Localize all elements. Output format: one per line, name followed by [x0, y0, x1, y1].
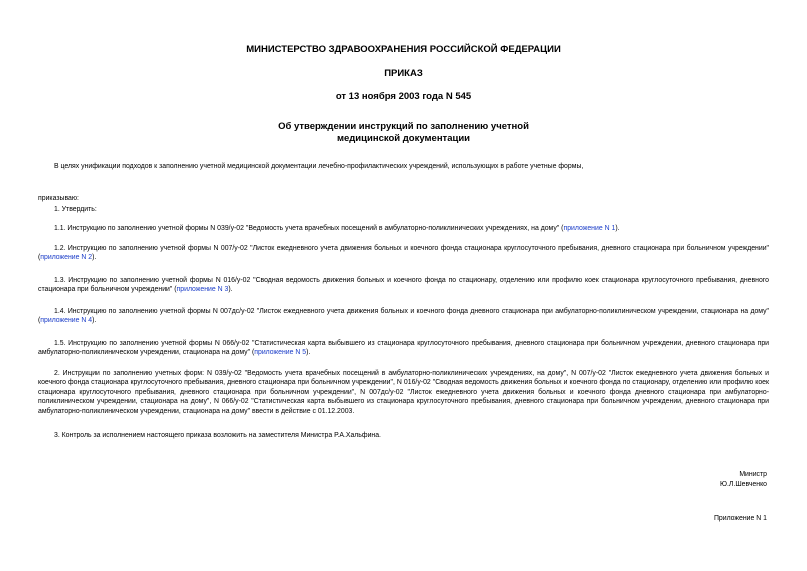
- item-1-3-tail: ).: [228, 286, 233, 294]
- item-2: 2. Инструкции по заполнению учетных форм: N 039/у-02 "Ведомость учета врачебных посещений в амбулаторно-поликлинических учреждениях, на дому", N 007/у-02 "Листок ежедневного учета движения больных и коечного фонда стационара круглосуточного пребывания, дневного стационара при больничном учреждении", N 016/у-02 "Сводная ведомость движения больных и коечного фонда по стационару, отделению или профилю коек стационара круглосуточного пребывания, дневного стационара при больничном учреждении", N 007дс/у-02 "Листок ежедневного учета движения больных и коечного фонда дневного стационара при амбулаторно-поликлиническом учреждении, стационара на дому", N 066/у-02 "Статистическая карта выбывшего из стационара круглосуточного пребывания, дневного стационара при больничном учреждении, дневного стационара при амбулаторно-поликлиническом учреждении, стационара на дому" ввести в действие с 01.12.2003.: [38, 370, 769, 415]
- item-1-5-tail: ).: [306, 349, 311, 357]
- item-1-4: [38, 307, 769, 326]
- title-line-2: медицинской документации: [336, 133, 471, 144]
- item-1-1-tail: ).: [615, 225, 620, 232]
- page-title: [0, 121, 807, 145]
- item-1: 1. Утвердить:: [54, 206, 97, 213]
- appendix-3-link[interactable]: приложение N 3: [176, 286, 229, 294]
- item-1-5-text: 1.5. Инструкцию по заполнению учетной формы N 066/у-02 "Статистическая карта выбывшего из стационара круглосуточного пребывания, дневного стационара при больничном учреждении, дневного стационара при амбулаторно-поликлиническом учреждении, стационара на дому" (: [38, 340, 769, 357]
- item-1-2-text: 1.2. Инструкцию по заполнению учетной формы N 007/у-02 "Листок ежедневного учета движения больных и коечного фонда стационара круглосуточного пребывания, дневного стационара при больничном учреждении" (: [38, 245, 769, 262]
- item-1-2-tail: ).: [92, 254, 97, 262]
- ministry-heading: МИНИСТЕРСТВО ЗДРАВООХРАНЕНИЯ РОССИЙСКОЙ ФЕДЕРАЦИИ: [246, 44, 561, 55]
- item-1-5: [38, 339, 769, 358]
- item-1-1-text: 1.1. Инструкцию по заполнению учетной формы N 039/у-02 "Ведомость учета врачебных посещений в амбулаторно-поликлинических учреждениях, на дому" (: [54, 225, 564, 232]
- appendix-5-link[interactable]: приложение N 5: [254, 349, 307, 357]
- appendix-1-link[interactable]: приложение N 1: [563, 225, 616, 232]
- signature-position: Министр: [739, 471, 767, 478]
- appendix-label: Приложение N 1: [713, 515, 767, 522]
- preamble-paragraph: В целях унификации подходов к заполнению учетной медицинской документации лечебно-профилактических учреждений, использующих в работе учетные формы,: [54, 163, 584, 170]
- item-3: 3. Контроль за исполнением настоящего приказа возложить на заместителя Министра Р.А.Хальфина.: [54, 432, 381, 439]
- item-1-3: [38, 276, 769, 295]
- appendix-2-link[interactable]: приложение N 2: [40, 254, 93, 262]
- item-1-4-tail: ).: [92, 317, 97, 325]
- title-line-1: Об утверждении инструкций по заполнению учетной: [278, 121, 529, 132]
- item-1-1: [38, 224, 769, 233]
- item-1-4-text: 1.4. Инструкцию по заполнению учетной формы N 007дс/у-02 "Листок ежедневного учета движения больных и коечного фонда дневного стационара при амбулаторно-поликлиническом учреждении, стационара на дому" (: [38, 308, 769, 325]
- signature-block: [720, 470, 767, 490]
- date-number-heading: от 13 ноября 2003 года N 545: [335, 91, 472, 102]
- doc-type-heading: ПРИКАЗ: [384, 68, 423, 79]
- signature-name: Ю.Л.Шевченко: [720, 481, 767, 488]
- appendix-4-link[interactable]: приложение N 4: [40, 317, 93, 325]
- item-1-2: [38, 244, 769, 263]
- item-1-3-text: 1.3. Инструкцию по заполнению учетной формы N 016/у-02 "Сводная ведомость движения больных и коечного фонда по стационару, отделению или профилю коек стационара круглосуточного пребывания, дневного стационара при больничном учреждении" (: [38, 277, 769, 294]
- order-word: приказываю:: [38, 195, 79, 202]
